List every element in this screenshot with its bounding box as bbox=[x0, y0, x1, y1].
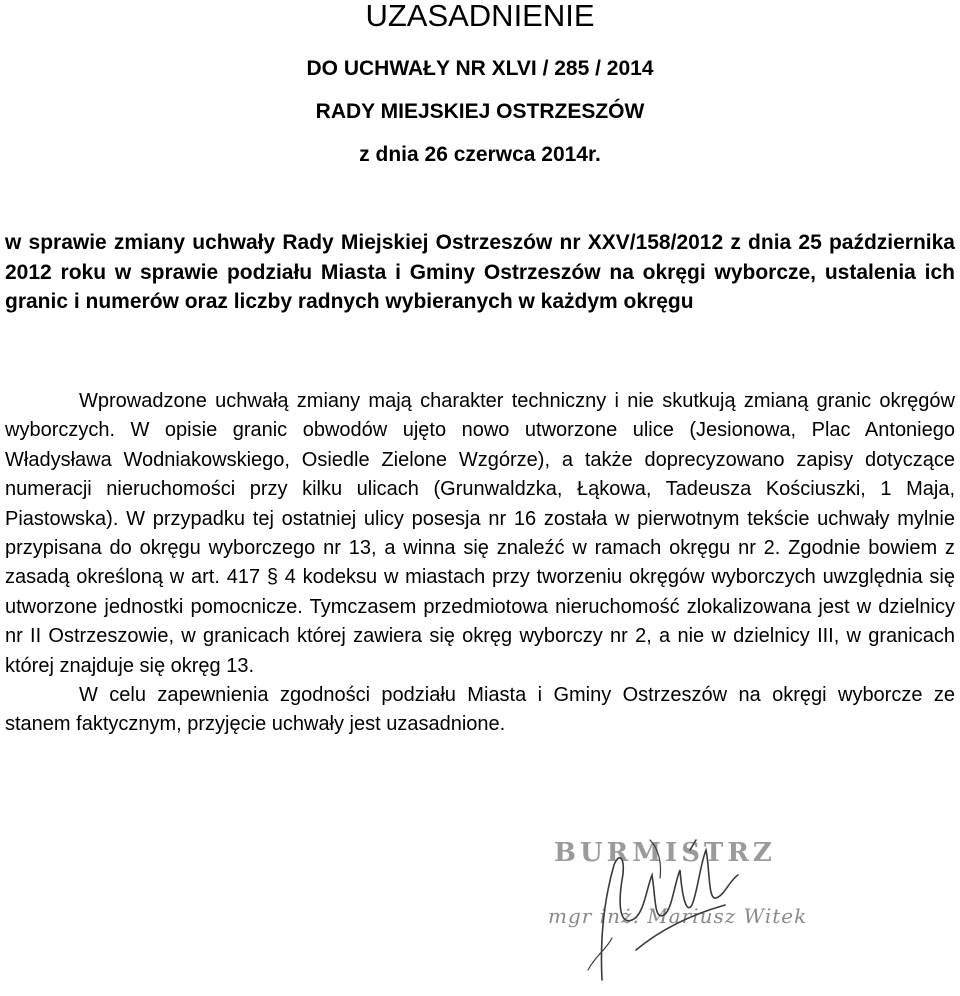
resolution-number: DO UCHWAŁY NR XLVI / 285 / 2014 bbox=[306, 57, 654, 80]
resolution-date: z dnia 26 czerwca 2014r. bbox=[359, 143, 601, 166]
stamp-name: mgr inż. Mariusz Witek bbox=[548, 904, 808, 928]
body-paragraph-1: Wprowadzone uchwałą zmiany mają charakter techniczny i nie skutkują zmianą granic okręgów wyborczych. W opisie granic obwodów ujęto nowo utworzone ulice (Jesionowa, Plac Antoniego Władysława Wodniakowskiego, Osiedle Zielone Wzgórze), a także doprecyzowano zapisy dotyczące numeracji nieruchomości przy kilku ulicach (Grunwaldzka, Łąkowa, Tadeusza Kościuszki, 1 Maja, Piastowska). W przypadku tej ostatniej ulicy posesja nr 16 została w pierwotnym tekście uchwały mylnie przypisana do okręgu wyborczego nr 13, a winna się znaleźć w ramach okręgu nr 2. Zgodnie bowiem z zasadą określoną w art. 417 § 4 kodeksu w miastach przy tworzeniu okręgów wyborczych uwzględnia się utworzone jednostki pomocnicze. Tymczasem przedmiotowa nieruchomość zlokalizowana jest w dzielnicy nr II Ostrzeszowie, w granicach której zawiera się okręg wyborczy nr 2, a nie w dzielnicy III, w granicach której znajduje się okręg 13. bbox=[5, 390, 955, 677]
document-title: UZASADNIENIE bbox=[365, 0, 595, 33]
document-body bbox=[5, 387, 955, 740]
resolution-subject: w sprawie zmiany uchwały Rady Miejskiej Ostrzeszów nr XXV/158/2012 z dnia 25 października 2012 roku w sprawie podziału Miasta i Gminy Ostrzeszów na okręgi wyborcze, ustalenia ich granic i numerów oraz liczby radnych wybieranych w każdym okręgu bbox=[5, 231, 955, 313]
body-paragraph-2: W celu zapewnienia zgodności podziału Miasta i Gminy Ostrzeszów na okręgi wyborcze ze stanem faktycznym, przyjęcie uchwały jest uzasadnione. bbox=[5, 684, 955, 736]
signature-stamp bbox=[540, 820, 810, 990]
council-name: RADY MIEJSKIEJ OSTRZESZÓW bbox=[315, 100, 645, 123]
stamp-office: BURMISTRZ bbox=[554, 838, 776, 868]
handwritten-signature bbox=[540, 820, 810, 990]
